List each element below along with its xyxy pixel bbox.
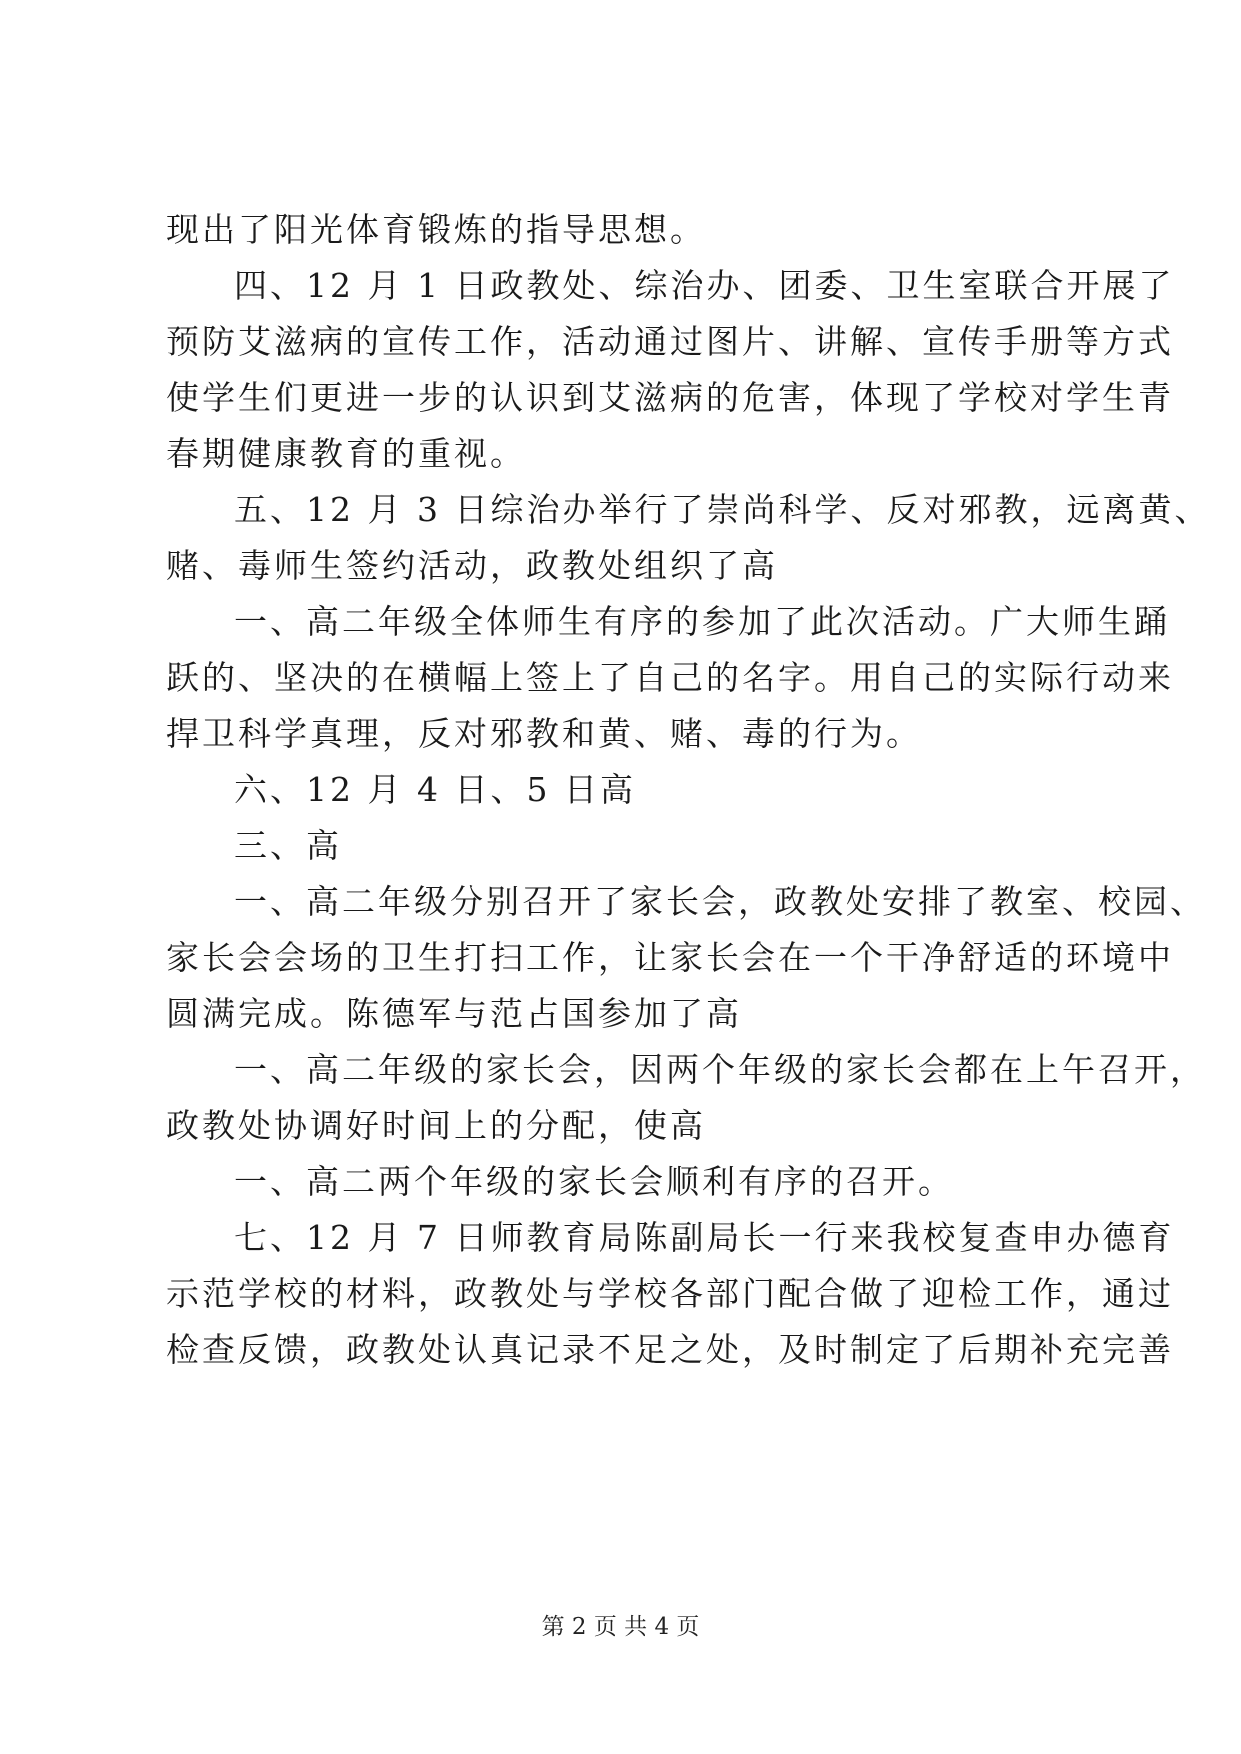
text-line: 家长会会场的卫生打扫工作，让家长会在一个干净舒适的环境中 (166, 938, 1174, 977)
page-number-label: 第 2 页 共 4 页 (541, 1614, 700, 1640)
text-line: 七、12 月 7 日师教育局陈副局长一行来我校复查申办德育 (234, 1218, 1175, 1257)
text-line: 一、高二两个年级的家长会顺利有序的召开。 (234, 1162, 954, 1201)
text-line: 一、高二年级的家长会，因两个年级的家长会都在上午召开， (234, 1050, 1206, 1089)
text-line: 示范学校的材料，政教处与学校各部门配合做了迎检工作，通过 (166, 1274, 1174, 1313)
text-line: 政教处协调好时间上的分配，使高 (166, 1106, 706, 1145)
text-line: 检查反馈，政教处认真记录不足之处，及时制定了后期补充完善 (166, 1330, 1174, 1369)
text-line: 现出了阳光体育锻炼的指导思想。 (166, 210, 706, 249)
text-line: 预防艾滋病的宣传工作，活动通过图片、讲解、宣传手册等方式 (166, 322, 1174, 361)
text-line: 四、12 月 1 日政教处、综治办、团委、卫生室联合开展了 (234, 266, 1175, 305)
text-line: 一、高二年级分别召开了家长会，政教处安排了教室、校园、 (234, 882, 1206, 921)
text-line: 五、12 月 3 日综治办举行了崇尚科学、反对邪教，远离黄、 (234, 490, 1211, 529)
text-line: 赌、毒师生签约活动，政教处组织了高 (166, 546, 778, 585)
text-line: 捍卫科学真理，反对邪教和黄、赌、毒的行为。 (166, 714, 922, 753)
text-line: 六、12 月 4 日、5 日高 (234, 770, 636, 809)
text-line: 使学生们更进一步的认识到艾滋病的危害，体现了学校对学生青 (166, 378, 1174, 417)
text-line: 跃的、坚决的在横幅上签上了自己的名字。用自己的实际行动来 (166, 658, 1174, 697)
text-line: 一、高二年级全体师生有序的参加了此次活动。广大师生踊 (234, 602, 1170, 641)
text-line: 圆满完成。陈德军与范占国参加了高 (166, 994, 742, 1033)
text-line: 春期健康教育的重视。 (166, 434, 526, 473)
text-line: 三、高 (234, 826, 342, 865)
page-footer (0, 1612, 1241, 1642)
